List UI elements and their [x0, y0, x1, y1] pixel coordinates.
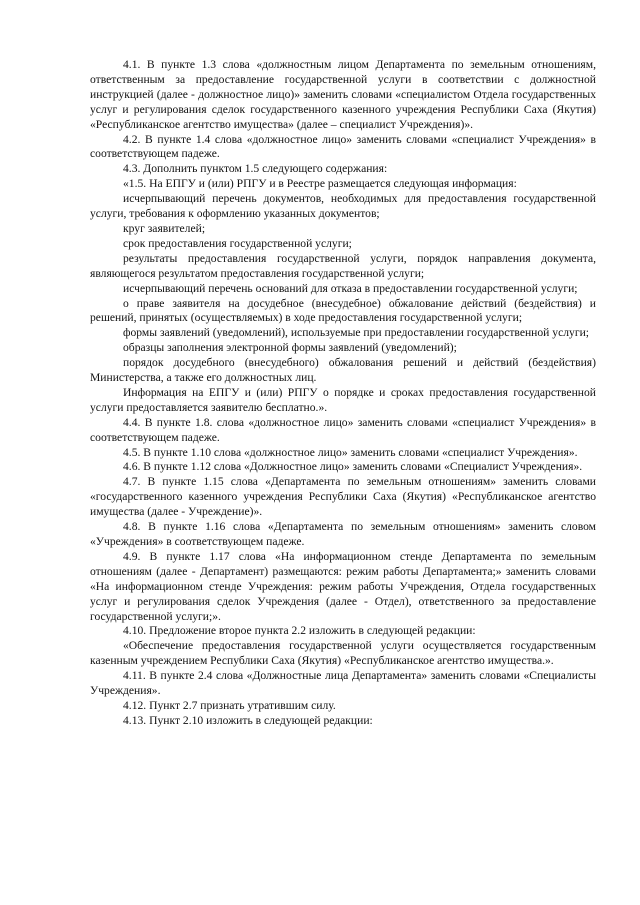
paragraph: 4.8. В пункте 1.16 слова «Департамента по земельным отношениям» заменить словом «Учреждения» в соответствующем падеже.	[90, 520, 596, 548]
paragraph: о праве заявителя на досудебное (внесудебное) обжалование действий (бездействия) и решений, принятых (осуществляемых) в ходе предоставления государственной услуги;	[90, 296, 596, 325]
document-page	[90, 58, 596, 729]
paragraph: 4.9. В пункте 1.17 слова «На информационном стенде Департамента по земельным отношениям (далее - Департамент) размещаются: режим работы Департамента;» заменить словами «На информационном стенде Учреждения: режим работы Учреждения, Отдела государственных услуг и регулирования сделок Учреждения (далее - Отдел), ответственного за предоставление государственной услуги;».	[90, 549, 596, 623]
paragraph: 4.7. В пункте 1.15 слова «Департамента по земельным отношениям» заменить словами «государственного казенного учреждения Республики Саха (Якутия) «Республиканское агентство имущества (далее - Учреждение)».	[90, 475, 596, 519]
paragraph: Информация на ЕПГУ и (или) РПГУ о порядке и сроках предоставления государственной услуги предоставляется заявителю бесплатно.».	[90, 385, 596, 414]
paragraph: 4.6. В пункте 1.12 слова «Должностное лицо» заменить словами «Специалист Учреждения».	[123, 460, 583, 474]
paragraph: исчерпывающий перечень документов, необходимых для предоставления государственной услуги, требования к оформлению указанных документов;	[90, 192, 596, 221]
paragraph: 4.11. В пункте 2.4 слова «Должностные лица Департамента» заменить словами «Специалисты Учреждения».	[90, 669, 596, 698]
paragraph: круг заявителей;	[123, 221, 206, 235]
paragraph: 4.12. Пункт 2.7 признать утратившим силу.	[123, 698, 336, 712]
paragraph: срок предоставления государственной услуги;	[123, 236, 352, 250]
paragraph: 4.5. В пункте 1.10 слова «должностное лицо» заменить словами «специалист Учреждения».	[123, 445, 578, 459]
paragraph: исчерпывающий перечень оснований для отказа в предоставлении государственной услуги;	[123, 281, 578, 295]
paragraph: «Обеспечение предоставления государственной услуги осуществляется государственным казенным учреждением Республики Саха (Якутия) «Республиканское агентство имущества.».	[90, 639, 596, 668]
paragraph: 4.2. В пункте 1.4 слова «должностное лицо» заменить словами «специалист Учреждения» в соответствующем падеже.	[90, 132, 596, 161]
paragraph: «1.5. На ЕПГУ и (или) РПГУ и в Реестре размещается следующая информация:	[123, 177, 517, 191]
paragraph: 4.3. Дополнить пунктом 1.5 следующего содержания:	[123, 162, 388, 176]
paragraph: результаты предоставления государственной услуги, порядок направления документа, являющегося результатом предоставления государственной услуги;	[90, 251, 596, 280]
paragraph: 4.13. Пункт 2.10 изложить в следующей редакции:	[123, 713, 373, 727]
paragraph: 4.1. В пункте 1.3 слова «должностным лицом Департамента по земельным отношениям, ответственным за предоставление государственной услуги в соответствии с должностной инструкцией (далее - должностное лицо)» заменить словами «специалистом Отдела государственных услуг и регулирования сделок государственного казенного учреждения Республики Саха (Якутия) «Республиканское агентство имущества» (далее – специалист Учреждения)».	[90, 58, 596, 131]
paragraph: 4.4. В пункте 1.8. слова «должностное лицо» заменить словами «специалист Учреждения» в соответствующем падеже.	[90, 415, 596, 444]
paragraph: формы заявлений (уведомлений), используемые при предоставлении государственной услуги;	[123, 326, 589, 340]
paragraph: образцы заполнения электронной формы заявлений (уведомлений);	[123, 341, 457, 355]
paragraph: порядок досудебного (внесудебного) обжалования решений и действий (бездействия) Министерства, а также его должностных лиц.	[90, 356, 596, 385]
paragraph: 4.10. Предложение второе пункта 2.2 изложить в следующей редакции:	[123, 624, 476, 638]
